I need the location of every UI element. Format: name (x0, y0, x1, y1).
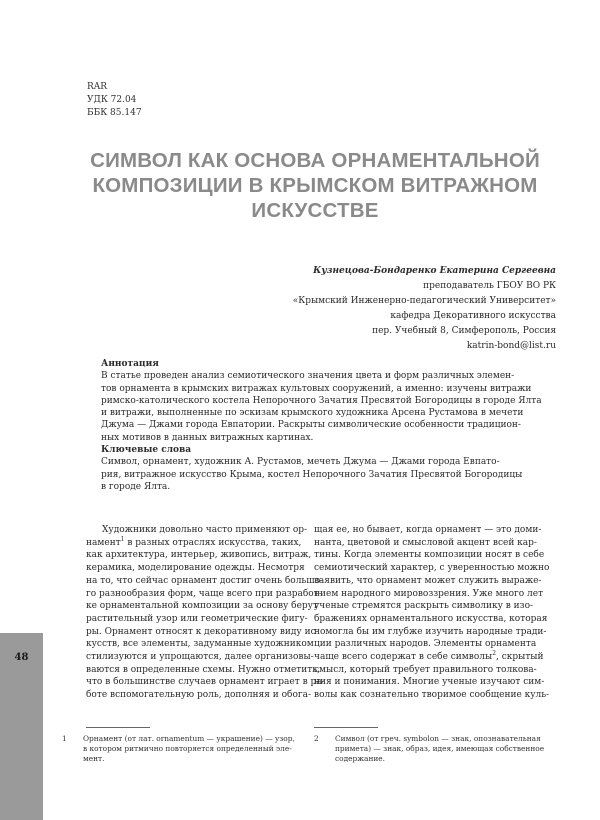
footnote-line: Орнамент (от лат. ornamentum — украшение) — узор, (83, 734, 295, 743)
title-line: СИМВОЛ КАК ОСНОВА ОРНАМЕНТАЛЬНОЙ (90, 149, 540, 172)
footnote-divider (86, 727, 150, 728)
abstract-heading: Аннотация (101, 359, 159, 369)
body-text: чаще всего содержат в себе символы (314, 652, 493, 663)
page-number: 48 (14, 652, 29, 663)
abstract-line: и витражи, выполненные по эскизам крымского художника Арсена Рустамова в мечети (101, 408, 524, 419)
footnote-line: содержание. (335, 754, 386, 763)
keywords-line: в городе Ялта. (101, 481, 171, 492)
body-line: ке орнаментальной композиции за основу берут (86, 601, 318, 612)
body-line: ры. Орнамент относят к декоративному виду ис- (86, 626, 319, 637)
abstract-line: В статье проведен анализ семиотического значения цвета и форм различных элемен- (101, 371, 515, 382)
body-text: , скрытый (496, 652, 544, 663)
body-line: бражениях орнаментального искусства, которая (314, 613, 548, 624)
footnote-ref[interactable]: 2 (492, 650, 497, 658)
body-line: ния и понимания. Многие ученые изучают сим- (314, 677, 545, 688)
footnote-line: в котором ритмично повторяется определенный эле- (83, 744, 292, 753)
body-line: ученые стремятся раскрыть символику в изо- (314, 601, 534, 612)
article-title (70, 148, 560, 223)
abstract-section (101, 358, 553, 493)
body-line (86, 537, 311, 550)
author-name: Кузнецова-Бондаренко Екатерина Сергеевна (313, 266, 556, 276)
body-line: ции различных народов. Элементы орнамента (314, 639, 537, 650)
footnote-line: примета) — знак, образ, идея, имеющая собственное (335, 744, 545, 753)
body-line: на то, что сейчас орнамент достиг очень большо- (86, 575, 324, 586)
body-line: нием народного мировоззрения. Уже много лет (314, 588, 544, 599)
author-email: katrin-bond@list.ru (466, 341, 556, 351)
body-column-right (314, 524, 550, 702)
body-line: керамика, моделирование одежды. Несмотря (86, 563, 305, 574)
footnote-divider (314, 727, 378, 728)
body-line: помогла бы им глубже изучить народные тради- (314, 626, 547, 637)
title-line: КОМПОЗИЦИИ В КРЫМСКОМ ВИТРАЖНОМ (92, 174, 538, 197)
bbk-code: ББК 85.147 (87, 108, 142, 118)
footnote-number: 1 (62, 734, 67, 743)
abstract-line: тов орнамента в крымских витражах культовых сооружений, а именно: изучены витражи (101, 383, 532, 394)
footnote-ref[interactable]: 1 (120, 535, 125, 543)
abstract-line: римско-католического костела Непорочного Зачатия Пресвятой Богородицы в городе Ялта (101, 395, 542, 406)
body-line: нанта, цветовой и смысловой акцент всей кар- (314, 537, 537, 548)
keywords-line: рия, витражное искусство Крыма, костел Непорочного Зачатия Пресвятой Богородицы (101, 469, 523, 480)
keywords-text (101, 456, 553, 493)
classification-codes (87, 81, 142, 120)
keywords-heading: Ключевые слова (101, 445, 192, 456)
abstract-text (101, 370, 553, 444)
body-line: Художники довольно часто применяют ор- (102, 525, 308, 535)
body-line: го разнообразия форм, чаще всего при разработ- (86, 588, 322, 599)
body-line: щая ее, но бывает, когда орнамент — это доми- (314, 525, 542, 535)
body-line: заявить, что орнамент может служить выраже- (314, 575, 542, 586)
footnote-number: 2 (314, 734, 319, 743)
footnote-line: мент. (83, 754, 105, 763)
body-line (314, 651, 542, 664)
author-university: «Крымский Инженерно-педагогический Университет» (292, 296, 556, 306)
body-line: волы как сознательно творимое сообщение куль- (314, 690, 550, 701)
body-line: смысл, который требует правильного толкова- (314, 664, 537, 675)
body-line: ваются в определенные схемы. Нужно отметить, (86, 664, 320, 675)
body-line: как архитектура, интерьер, живопись, витраж, (86, 550, 312, 561)
body-line: что в большинстве случаев орнамент играет в ра- (86, 677, 325, 688)
body-line: семиотический характер, с уверенностью можно (314, 563, 550, 574)
footnote-line: Символ (от греч. symbolon — знак, опознавательная (335, 734, 541, 743)
keywords-line: Символ, орнамент, художник А. Рустамов, мечеть Джума — Джами города Евпато- (101, 457, 500, 468)
body-line: тины. Когда элементы композиции носят в себе (314, 550, 545, 561)
udk-code: УДК 72.04 (87, 95, 137, 105)
body-text: намент (86, 537, 121, 548)
body-column-left (86, 524, 325, 702)
body-line: кусств, все элементы, задуманные художником (86, 639, 314, 650)
author-address: пер. Учебный 8, Симферополь, Россия (372, 326, 556, 336)
journal-code: RAR (87, 82, 108, 92)
body-line: боте вспомогательную роль, дополняя и обога- (86, 690, 312, 701)
author-department: кафедра Декоративного искусства (390, 311, 556, 321)
abstract-line: ных мотивов в данных витражных картинах. (101, 432, 314, 443)
footnote-text (83, 734, 295, 764)
title-line: ИСКУССТВЕ (251, 199, 379, 222)
body-line: растительный узор или геометрические фигу- (86, 613, 308, 624)
body-line: стилизуются и упрощаются, далее организовы- (86, 652, 314, 663)
body-text: в разных отраслях искусства, таких, (124, 537, 302, 548)
author-position: преподаватель ГБОУ ВО РК (423, 281, 556, 291)
author-block (293, 264, 556, 354)
abstract-line: Джума — Джами города Евпатории. Раскрыты символические особенности традицион- (101, 420, 521, 431)
footnote-text (335, 734, 544, 764)
